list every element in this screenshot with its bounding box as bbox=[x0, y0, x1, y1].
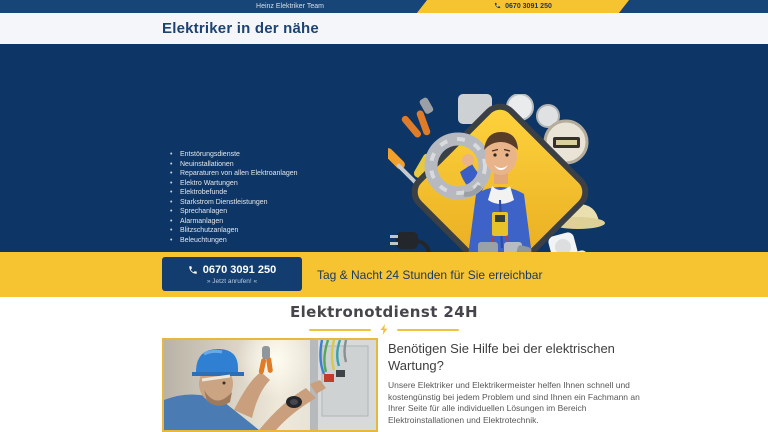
article-image bbox=[162, 338, 378, 432]
service-list-item: • Neuinstallationen bbox=[170, 160, 298, 170]
divider-line bbox=[309, 329, 371, 331]
electrician-photo bbox=[164, 340, 376, 430]
article-body: Unsere Elektriker und Elektrikermeister helfen Ihnen schnell und kostengünstig bei jedem Problem und sind Ihnen ein Fachmann an Ihrer Seite für alle individuellen Lösungen im Bereich Elektroinstallationen und Elektrotechnik. bbox=[388, 380, 640, 425]
service-list-item: • Beleuchtungen bbox=[170, 236, 298, 246]
service-list-item: • Alarmanlagen bbox=[170, 217, 298, 227]
article-title: Benötigen Sie Hilfe bei der elektrischen Wartung? bbox=[388, 341, 615, 373]
topbar-phone-number: 0670 3091 250 bbox=[505, 3, 552, 10]
phone-icon bbox=[494, 2, 501, 11]
article-text bbox=[388, 341, 646, 426]
divider-line bbox=[397, 329, 459, 331]
service-list-item: • Entstörungsdienste bbox=[170, 150, 298, 160]
call-button[interactable] bbox=[162, 257, 302, 291]
lightning-bolt-icon bbox=[380, 324, 388, 335]
header-band bbox=[0, 13, 768, 44]
service-list-item: • Starkstrom Dienstleistungen bbox=[170, 198, 298, 208]
section-divider bbox=[0, 324, 768, 335]
topbar bbox=[0, 0, 768, 13]
topbar-phone-banner[interactable] bbox=[417, 0, 629, 13]
service-list-item: • Elektrobefunde bbox=[170, 188, 298, 198]
service-list-item: • Blitzschutzanlagen bbox=[170, 226, 298, 236]
call-button-number: 0670 3091 250 bbox=[202, 263, 277, 276]
call-button-subtext: » Jetzt anrufen! « bbox=[206, 277, 258, 285]
availability-text: Tag & Nacht 24 Stunden für Sie erreichbar bbox=[317, 267, 543, 282]
cta-band bbox=[0, 252, 768, 297]
service-list-item: • Reparaturen von allen Elektroanlagen bbox=[170, 169, 298, 179]
service-list-item: • Elektro Wartungen bbox=[170, 179, 298, 189]
phone-icon bbox=[188, 265, 198, 275]
service-list-item: • Sprechanlagen bbox=[170, 207, 298, 217]
page-title: Elektriker in der nähe bbox=[162, 20, 319, 37]
section-title: Elektronotdienst 24H bbox=[289, 303, 479, 321]
topbar-team-label: Heinz Elektriker Team bbox=[256, 3, 324, 10]
services-list bbox=[170, 150, 298, 245]
hero-section bbox=[0, 44, 768, 252]
